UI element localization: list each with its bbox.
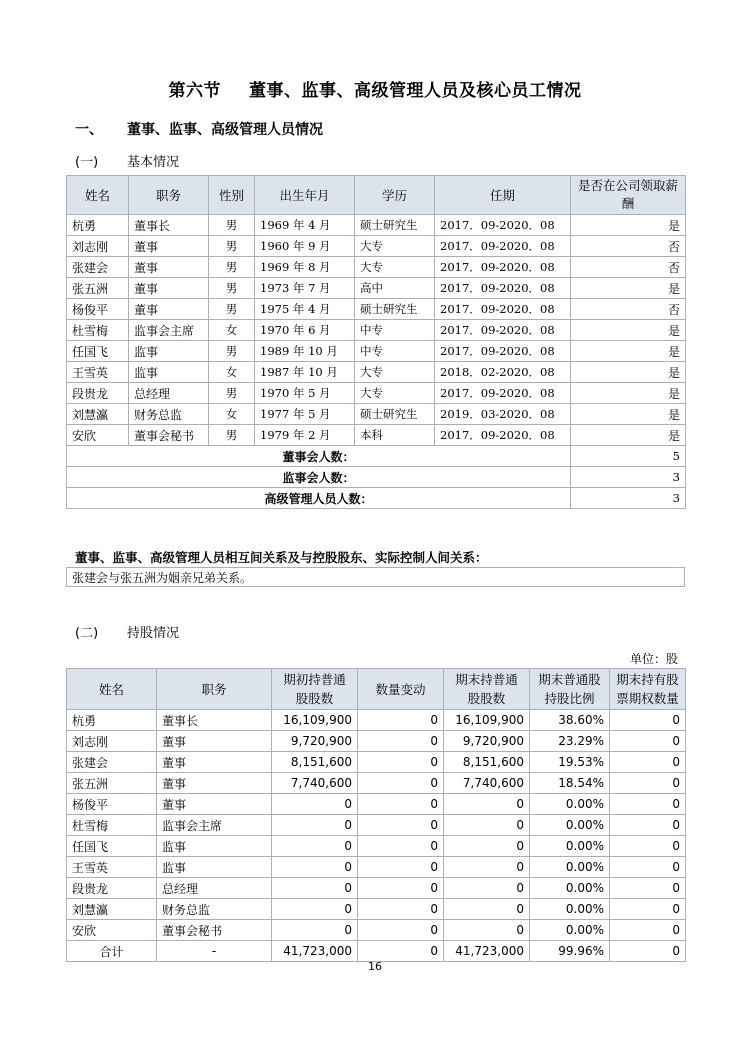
- basic-table-cell: 男: [209, 425, 255, 446]
- basic-table-cell: 1969 年 4 月: [255, 215, 355, 236]
- basic-table-cell: 2017．09-2020．08: [435, 320, 571, 341]
- relation-text: 张建会与张五洲为姻亲兄弟关系。: [66, 567, 685, 587]
- basic-table-cell: 2017．09-2020．08: [435, 341, 571, 362]
- basic-table-cell: 董事: [129, 299, 209, 320]
- share-table-row: [67, 899, 686, 920]
- share-header-cell: [530, 669, 610, 710]
- section-title: [0, 76, 750, 101]
- share-table-cell: 0.00%: [530, 857, 610, 878]
- summary-value: 3: [571, 467, 686, 488]
- basic-table-cell: 1970 年 5 月: [255, 383, 355, 404]
- share-table-cell: 0: [610, 773, 686, 794]
- share-table-cell: 99.96%: [530, 941, 610, 962]
- share-table-cell: 王雪英: [67, 857, 157, 878]
- section-title-text: 董事、监事、高级管理人员及核心员工情况: [249, 81, 582, 101]
- share-table-cell: 0: [610, 815, 686, 836]
- basic-table-cell: 王雪英: [67, 362, 129, 383]
- heading-1-text: 董事、监事、高级管理人员情况: [127, 122, 323, 138]
- basic-table-cell: 董事: [129, 257, 209, 278]
- share-table-cell: 财务总监: [157, 899, 272, 920]
- basic-table-cell: 中专: [355, 341, 435, 362]
- basic-table-cell: 女: [209, 320, 255, 341]
- share-header-cell: [157, 669, 272, 710]
- share-table-cell: 段贵龙: [67, 878, 157, 899]
- basic-table-cell: 2018．02-2020．08: [435, 362, 571, 383]
- share-table-cell: -: [157, 941, 272, 962]
- share-table-cell: 杜雪梅: [67, 815, 157, 836]
- basic-table-cell: 男: [209, 341, 255, 362]
- share-table-cell: 7,740,600: [272, 773, 358, 794]
- share-table-cell: 9,720,900: [444, 731, 530, 752]
- basic-header-cell: 学历: [355, 176, 435, 215]
- basic-table-cell: 男: [209, 215, 255, 236]
- basic-table-row: [67, 299, 686, 320]
- share-table-cell: 0: [272, 857, 358, 878]
- basic-table-cell: 1973 年 7 月: [255, 278, 355, 299]
- share-header-cell: [67, 669, 157, 710]
- basic-table-cell: 总经理: [129, 383, 209, 404]
- basic-table-cell: 1975 年 4 月: [255, 299, 355, 320]
- share-table-cell: 刘志刚: [67, 731, 157, 752]
- share-table-cell: 0: [444, 794, 530, 815]
- basic-table-cell: 安欣: [67, 425, 129, 446]
- basic-table-cell: 1970 年 6 月: [255, 320, 355, 341]
- basic-header-cell: 任期: [435, 176, 571, 215]
- basic-table-cell: 男: [209, 383, 255, 404]
- basic-table-cell: 大专: [355, 236, 435, 257]
- basic-table-cell: 刘志刚: [67, 236, 129, 257]
- basic-table-cell: 2017．09-2020．08: [435, 236, 571, 257]
- basic-table-cell: 大专: [355, 257, 435, 278]
- share-table-cell: 0: [444, 920, 530, 941]
- share-table-cell: 任国飞: [67, 836, 157, 857]
- basic-table-cell: 张五洲: [67, 278, 129, 299]
- basic-table-row: [67, 257, 686, 278]
- basic-table-row: [67, 278, 686, 299]
- subheading-1-number: (一): [75, 155, 99, 170]
- basic-table-row: [67, 236, 686, 257]
- basic-table-cell: 中专: [355, 320, 435, 341]
- summary-label: 监事会人数：: [67, 467, 571, 488]
- share-header-line1: 职务: [201, 681, 227, 697]
- share-table-cell: 董事: [157, 752, 272, 773]
- basic-table-cell: 2017．09-2020．08: [435, 425, 571, 446]
- basic-table-cell: 是: [571, 320, 686, 341]
- share-header-line1: 期末持有股: [616, 672, 679, 687]
- basic-summary-row: [67, 467, 686, 488]
- shareholding-table: [66, 668, 686, 962]
- share-table-cell: 张五洲: [67, 773, 157, 794]
- share-table-cell: 0: [358, 794, 444, 815]
- basic-header-row: [67, 176, 686, 215]
- share-table-cell: 杭勇: [67, 710, 157, 731]
- share-table-cell: 董事长: [157, 710, 272, 731]
- share-table-cell: 0: [358, 878, 444, 899]
- basic-table-cell: 是: [571, 425, 686, 446]
- share-table-cell: 41,723,000: [444, 941, 530, 962]
- share-table-cell: 0: [358, 752, 444, 773]
- basic-table-cell: 杭勇: [67, 215, 129, 236]
- basic-table-cell: 刘慧瀛: [67, 404, 129, 425]
- share-table-cell: 0: [358, 731, 444, 752]
- basic-table-cell: 本科: [355, 425, 435, 446]
- share-table-row: [67, 710, 686, 731]
- basic-table-cell: 1969 年 8 月: [255, 257, 355, 278]
- share-table-cell: 0: [610, 899, 686, 920]
- basic-info-table: [66, 175, 686, 509]
- share-table-cell: 0: [272, 920, 358, 941]
- basic-table-cell: 2017．09-2020．08: [435, 299, 571, 320]
- basic-summary-row: [67, 446, 686, 467]
- share-table-cell: 16,109,900: [272, 710, 358, 731]
- basic-table-cell: 1960 年 9 月: [255, 236, 355, 257]
- basic-table-cell: 段贵龙: [67, 383, 129, 404]
- basic-table-cell: 2019．03-2020．08: [435, 404, 571, 425]
- share-table-cell: 0.00%: [530, 920, 610, 941]
- basic-table-row: [67, 362, 686, 383]
- basic-table-cell: 1979 年 2 月: [255, 425, 355, 446]
- basic-table-cell: 是: [571, 383, 686, 404]
- relation-heading: 董事、监事、高级管理人员相互间关系及与控股股东、实际控制人间关系：: [75, 550, 488, 565]
- basic-table-row: [67, 215, 686, 236]
- subheading-2-number: (二): [75, 626, 99, 641]
- share-table-row: [67, 752, 686, 773]
- basic-table-cell: 董事: [129, 236, 209, 257]
- basic-table-cell: 监事会主席: [129, 320, 209, 341]
- share-table-cell: 0: [610, 752, 686, 773]
- share-table-row: [67, 836, 686, 857]
- unit-label: 单位：股: [629, 652, 678, 666]
- basic-table-cell: 否: [571, 236, 686, 257]
- share-header-line2: 股股数: [467, 691, 506, 706]
- basic-table-cell: 男: [209, 299, 255, 320]
- basic-table-cell: 是: [571, 278, 686, 299]
- basic-table-cell: 任国飞: [67, 341, 129, 362]
- share-table-row: [67, 794, 686, 815]
- basic-header-cell: 性别: [209, 176, 255, 215]
- share-table-cell: 0: [272, 836, 358, 857]
- basic-header-cell: 职务: [129, 176, 209, 215]
- share-table-cell: 0: [358, 773, 444, 794]
- subheading-2-text: 持股情况: [127, 626, 180, 641]
- share-table-cell: 0: [358, 836, 444, 857]
- share-table-cell: 刘慧瀛: [67, 899, 157, 920]
- share-table-cell: 19.53%: [530, 752, 610, 773]
- basic-table-cell: 高中: [355, 278, 435, 299]
- share-table-cell: 0: [444, 899, 530, 920]
- heading-1-number: 一、: [75, 122, 103, 138]
- share-table-cell: 监事会主席: [157, 815, 272, 836]
- share-table-cell: 8,151,600: [444, 752, 530, 773]
- share-table-row: [67, 773, 686, 794]
- basic-summary-row: [67, 488, 686, 509]
- basic-table-row: [67, 320, 686, 341]
- share-table-cell: 0: [610, 794, 686, 815]
- share-table-cell: 0: [610, 710, 686, 731]
- share-table-cell: 监事: [157, 857, 272, 878]
- share-table-cell: 董事: [157, 773, 272, 794]
- basic-table-cell: 否: [571, 299, 686, 320]
- share-header-line1: 姓名: [98, 681, 124, 697]
- share-table-cell: 0: [272, 878, 358, 899]
- basic-header-cell: 姓名: [67, 176, 129, 215]
- share-table-cell: 18.54%: [530, 773, 610, 794]
- share-table-row: [67, 815, 686, 836]
- share-header-row: [67, 669, 686, 710]
- share-header-line1: 期末持普通: [455, 672, 518, 687]
- share-table-cell: 0: [444, 857, 530, 878]
- basic-table-cell: 董事长: [129, 215, 209, 236]
- share-table-cell: 23.29%: [530, 731, 610, 752]
- basic-table-cell: 监事: [129, 362, 209, 383]
- share-header-line1: 期初持普通: [283, 672, 346, 687]
- share-table-cell: 总经理: [157, 878, 272, 899]
- summary-label: 董事会人数：: [67, 446, 571, 467]
- page-number: 16: [368, 960, 382, 973]
- share-table-cell: 0: [444, 836, 530, 857]
- basic-table-cell: 1977 年 5 月: [255, 404, 355, 425]
- share-table-cell: 0: [272, 794, 358, 815]
- share-table-cell: 0: [610, 878, 686, 899]
- share-table-cell: 9,720,900: [272, 731, 358, 752]
- share-table-cell: 0: [358, 941, 444, 962]
- basic-table-cell: 否: [571, 257, 686, 278]
- basic-table-cell: 硕士研究生: [355, 215, 435, 236]
- basic-table-cell: 是: [571, 362, 686, 383]
- basic-table-row: [67, 404, 686, 425]
- basic-table-cell: 女: [209, 362, 255, 383]
- share-header-cell: [358, 669, 444, 710]
- share-table-cell: 董事: [157, 794, 272, 815]
- share-table-cell: 监事: [157, 836, 272, 857]
- basic-table-cell: 大专: [355, 362, 435, 383]
- summary-label: 高级管理人员人数：: [67, 488, 571, 509]
- share-table-row: [67, 857, 686, 878]
- share-table-cell: 0: [358, 899, 444, 920]
- basic-header-cell: 是否在公司领取薪酬: [571, 176, 686, 215]
- share-header-cell: [444, 669, 530, 710]
- share-table-cell: 0.00%: [530, 899, 610, 920]
- basic-table-cell: 董事: [129, 278, 209, 299]
- share-table-cell: 合计: [67, 941, 157, 962]
- basic-table-cell: 女: [209, 404, 255, 425]
- share-table-cell: 8,151,600: [272, 752, 358, 773]
- share-table-cell: 0: [358, 710, 444, 731]
- share-header-line2: 票期权数量: [616, 691, 679, 706]
- share-table-cell: 38.60%: [530, 710, 610, 731]
- share-table-cell: 安欣: [67, 920, 157, 941]
- share-header-line2: 股股数: [295, 691, 334, 706]
- share-header-cell: [610, 669, 686, 710]
- share-table-cell: 0: [610, 920, 686, 941]
- section-title-number: 第六节: [168, 81, 221, 101]
- share-header-cell: [272, 669, 358, 710]
- share-table-cell: 张建会: [67, 752, 157, 773]
- share-table-cell: 董事: [157, 731, 272, 752]
- summary-value: 5: [571, 446, 686, 467]
- basic-table-cell: 1987 年 10 月: [255, 362, 355, 383]
- basic-table-cell: 大专: [355, 383, 435, 404]
- share-table-cell: 0: [358, 857, 444, 878]
- share-table-cell: 0.00%: [530, 878, 610, 899]
- basic-table-row: [67, 341, 686, 362]
- share-header-line1: 数量变动: [375, 681, 426, 697]
- subheading-1-text: 基本情况: [127, 155, 180, 170]
- basic-table-cell: 硕士研究生: [355, 299, 435, 320]
- basic-table-row: [67, 425, 686, 446]
- basic-table-cell: 1989 年 10 月: [255, 341, 355, 362]
- share-table-cell: 41,723,000: [272, 941, 358, 962]
- share-table-cell: 0.00%: [530, 836, 610, 857]
- basic-table-cell: 董事会秘书: [129, 425, 209, 446]
- basic-table-cell: 男: [209, 278, 255, 299]
- share-table-cell: 0.00%: [530, 815, 610, 836]
- share-table-cell: 0.00%: [530, 794, 610, 815]
- basic-table-cell: 张建会: [67, 257, 129, 278]
- basic-table-cell: 是: [571, 341, 686, 362]
- basic-table-cell: 是: [571, 215, 686, 236]
- basic-table-cell: 杨俊平: [67, 299, 129, 320]
- share-table-cell: 0: [610, 941, 686, 962]
- share-table-cell: 0: [610, 836, 686, 857]
- basic-table-cell: 2017．09-2020．08: [435, 257, 571, 278]
- basic-table-cell: 男: [209, 257, 255, 278]
- basic-table-cell: 2017．09-2020．08: [435, 383, 571, 404]
- basic-table-cell: 财务总监: [129, 404, 209, 425]
- basic-table-cell: 男: [209, 236, 255, 257]
- share-table-row: [67, 878, 686, 899]
- basic-table-cell: 2017．09-2020．08: [435, 215, 571, 236]
- share-header-line2: 持股比例: [544, 691, 595, 706]
- share-header-line1: 期末普通股: [538, 672, 601, 687]
- share-table-cell: 16,109,900: [444, 710, 530, 731]
- share-table-cell: 7,740,600: [444, 773, 530, 794]
- share-table-cell: 0: [610, 857, 686, 878]
- basic-table-cell: 硕士研究生: [355, 404, 435, 425]
- share-table-cell: 0: [444, 878, 530, 899]
- summary-value: 3: [571, 488, 686, 509]
- share-table-row: [67, 731, 686, 752]
- share-table-cell: 0: [610, 731, 686, 752]
- basic-table-cell: 是: [571, 404, 686, 425]
- share-table-cell: 0: [358, 815, 444, 836]
- share-table-cell: 杨俊平: [67, 794, 157, 815]
- basic-table-cell: 2017．09-2020．08: [435, 278, 571, 299]
- share-total-row: [67, 941, 686, 962]
- share-table-cell: 0: [358, 920, 444, 941]
- share-table-row: [67, 920, 686, 941]
- basic-header-cell: 出生年月: [255, 176, 355, 215]
- share-table-cell: 0: [272, 815, 358, 836]
- basic-table-cell: 杜雪梅: [67, 320, 129, 341]
- share-table-cell: 0: [444, 815, 530, 836]
- basic-table-cell: 监事: [129, 341, 209, 362]
- basic-table-row: [67, 383, 686, 404]
- share-table-cell: 0: [272, 899, 358, 920]
- share-table-cell: 董事会秘书: [157, 920, 272, 941]
